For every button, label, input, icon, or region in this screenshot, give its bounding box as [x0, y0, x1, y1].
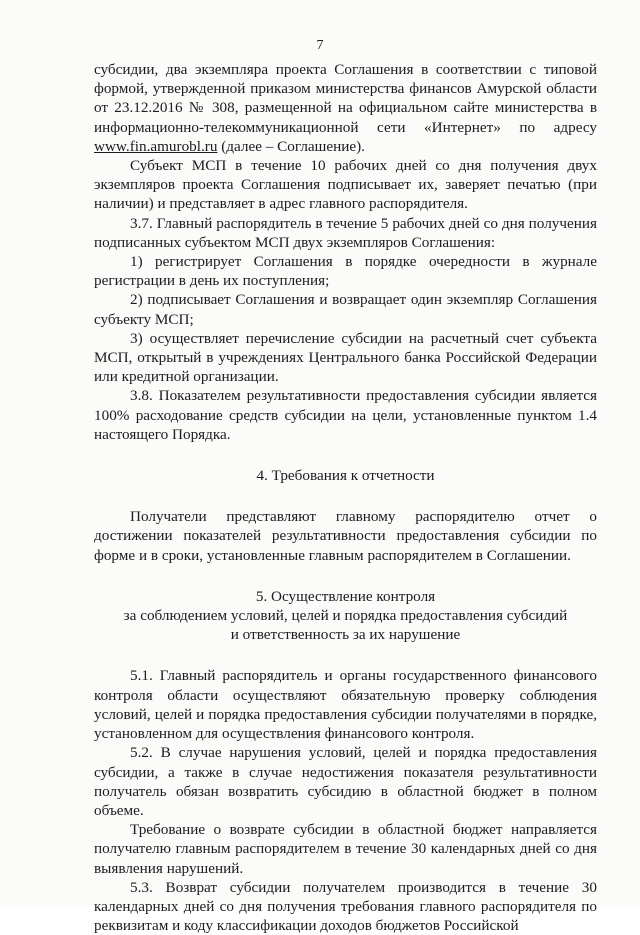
section-4-heading: 4. Требования к отчетности	[256, 467, 435, 485]
paragraph-3-8: 3.8. Показателем результативности предоставления субсидии является 100% расходование средств субсидии на цели, установленные пунктом 1.4 настоящего Порядка.	[94, 387, 597, 443]
section-5-heading-line-3: и ответственность за их нарушение	[230, 626, 461, 644]
section-5-heading-line-2: за соблюдением условий, целей и порядка предоставления субсидий	[123, 607, 568, 625]
document-body	[94, 60, 597, 935]
paragraph-3-7-item-3: 3) осуществляет перечисление субсидии на расчетный счет субъекта МСП, открытый в учреждениях Центрального банка Российской Федерации или кредитной организации.	[94, 329, 597, 386]
spacer	[94, 485, 597, 507]
ministry-website-link[interactable]: www.fin.amurobl.ru	[94, 137, 218, 155]
paragraph-3-7-item-1: 1) регистрирует Соглашения в порядке очередности в журнале регистрации в день их поступления;	[94, 253, 597, 290]
spacer	[94, 565, 597, 587]
paragraph-signing: Субъект МСП в течение 10 рабочих дней со дня получения двух экземпляров проекта Соглашения подписывает их, заверяет печатью (при наличии) и представляет в адрес главного распорядителя.	[94, 157, 597, 213]
paragraph-5-2: 5.2. В случае нарушения условий, целей и порядка предоставления субсидии, а также в случае недостижения показателя результативности получатель обязан возвратить субсидию в областной бюджет в полном объеме.	[94, 744, 597, 819]
paragraph-tail: (далее – Соглашение).	[217, 137, 365, 155]
section-4-paragraph: Получатели представляют главному распорядителю отчет о достижении показателей результативности предоставления субсидии по форме и в сроки, установленные главным распорядителем в Соглашении.	[94, 508, 597, 564]
paragraph-5-1: 5.1. Главный распорядитель и органы государственного финансового контроля области осуществляют обязательную проверку соблюдения условий, целей и порядка предоставления субсидии получателями в порядке, установленном для осуществления финансового контроля.	[94, 667, 597, 743]
spacer	[94, 444, 597, 466]
spacer	[94, 644, 597, 666]
page-number: 7	[316, 38, 324, 53]
paragraph-text: субсидии, два экземпляра проекта Соглашения в соответствии с типовой формой, утвержденной приказом министерства финансов Амурской области от 23.12.2016 № 308, размещенной на официальном сайте министерства в информационно-телекоммуникационной сети «Интернет» по адресу	[94, 61, 597, 136]
paragraph-3-7: 3.7. Главный распорядитель в течение 5 рабочих дней со дня получения подписанных субъектом МСП двух экземпляров Соглашения:	[94, 214, 597, 251]
paragraph-3-7-item-2: 2) подписывает Соглашения и возвращает один экземпляр Соглашения субъекту МСП;	[94, 291, 597, 328]
paragraph-5-3: 5.3. Возврат субсидии получателем производится в течение 30 календарных дней со дня получения требования главного распорядителя по реквизитам и коду классификации доходов бюджетов Российской	[94, 878, 597, 935]
paragraph-return-requirement: Требование о возврате субсидии в областной бюджет направляется получателю главным распорядителем в течение 30 календарных дней со дня выявления нарушений.	[94, 821, 597, 877]
section-5-heading-line-1: 5. Осуществление контроля	[255, 587, 436, 605]
paragraph-agreement-form	[94, 60, 597, 156]
